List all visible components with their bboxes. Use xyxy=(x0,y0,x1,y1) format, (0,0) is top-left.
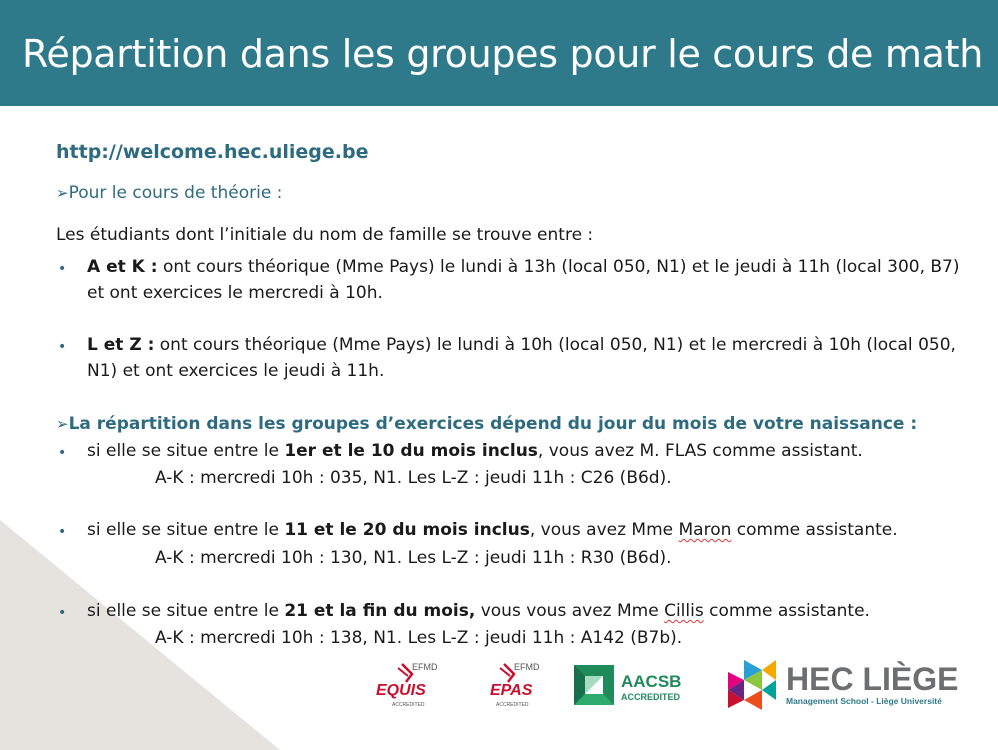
slide-title: Répartition dans les groupes pour le cours de math xyxy=(22,32,983,76)
group-label: A et K : xyxy=(87,257,158,277)
bullet-icon: • xyxy=(58,339,67,355)
equis-text: EQUIS xyxy=(376,682,426,699)
exercise-text: si elle se situe entre le xyxy=(87,441,285,461)
section-exercises-heading xyxy=(56,411,917,437)
exercise-text: si elle se situe entre le xyxy=(87,601,285,621)
hec-liege-text: HEC LIÈGE xyxy=(786,661,959,697)
exercise-schedule-2: A-K : mercredi 10h : 130, N1. Les L-Z : jeudi 11h : R30 (B6d). xyxy=(155,548,672,568)
epas-text: EPAS xyxy=(490,682,533,699)
bullet-icon: • xyxy=(58,445,67,461)
aacsb-logo xyxy=(573,662,698,708)
exercise-text: si elle se situe entre le xyxy=(87,520,285,540)
group-label: L et Z : xyxy=(87,335,155,355)
exercise-days: 1er et le 10 du mois inclus xyxy=(284,441,538,461)
exercise-text: , vous avez M. FLAS comme assistant. xyxy=(537,441,863,461)
assistant-name: Cillis xyxy=(664,601,704,621)
group-description: ont cours théorique (Mme Pays) le lundi à 13h (local 050, N1) et le jeudi à 11h (local 300, B7) et ont exercices le mercredi à 10h. xyxy=(87,257,960,303)
bullet-icon: • xyxy=(58,605,67,621)
equis-accredited-text: ACCREDITED xyxy=(392,702,425,708)
exercise-schedule-3: A-K : mercredi 10h : 138, N1. Les L-Z : jeudi 11h : A142 (B7b). xyxy=(155,628,683,648)
epas-logo xyxy=(484,660,554,710)
section-theory-heading xyxy=(56,180,282,206)
equis-logo xyxy=(372,660,452,710)
exercise-days: 21 et la fin du mois, xyxy=(284,601,476,621)
exercise-text: vous vous avez Mme xyxy=(475,601,665,621)
aacsb-accredited-text: ACCREDITED xyxy=(621,692,681,702)
exercise-text: comme assistante. xyxy=(703,601,870,621)
epas-efmd-text: EFMD xyxy=(514,662,540,672)
epas-accredited-text: ACCREDITED xyxy=(496,702,529,708)
exercise-group-2 xyxy=(87,517,898,543)
section-exercises-label: La répartition dans les groupes d’exercices dépend du jour du mois de votre naissance : xyxy=(68,414,918,434)
section-theory-label: Pour le cours de théorie : xyxy=(68,183,283,203)
arrow-bullet-icon: ➢ xyxy=(56,184,69,202)
hec-liege-logo xyxy=(726,656,971,718)
exercise-schedule-1: A-K : mercredi 10h : 035, N1. Les L-Z : jeudi 11h : C26 (B6d). xyxy=(155,468,672,488)
url-link[interactable]: http://welcome.hec.uliege.be xyxy=(56,141,369,163)
bullet-icon: • xyxy=(58,261,67,277)
group-description: ont cours théorique (Mme Pays) le lundi à 10h (local 050, N1) et le mercredi à 10h (local 050, N1) et ont exercices le jeudi à 11h. xyxy=(87,335,956,381)
exercise-group-3 xyxy=(87,598,870,624)
equis-efmd-text: EFMD xyxy=(412,662,438,672)
assistant-name: Maron xyxy=(678,520,732,540)
theory-group-a-k xyxy=(87,254,977,306)
exercise-group-1 xyxy=(87,438,863,464)
exercise-text: , vous avez Mme xyxy=(529,520,679,540)
aacsb-text: AACSB xyxy=(621,672,682,691)
exercise-text: comme assistante. xyxy=(731,520,898,540)
theory-group-l-z xyxy=(87,332,977,384)
bullet-icon: • xyxy=(58,524,67,540)
intro-text: Les étudiants dont l’initiale du nom de famille se trouve entre : xyxy=(56,225,594,245)
hec-liege-subtitle: Management School - Liège Université xyxy=(786,696,942,706)
arrow-bullet-icon: ➢ xyxy=(56,415,69,433)
exercise-days: 11 et le 20 du mois inclus xyxy=(284,520,530,540)
